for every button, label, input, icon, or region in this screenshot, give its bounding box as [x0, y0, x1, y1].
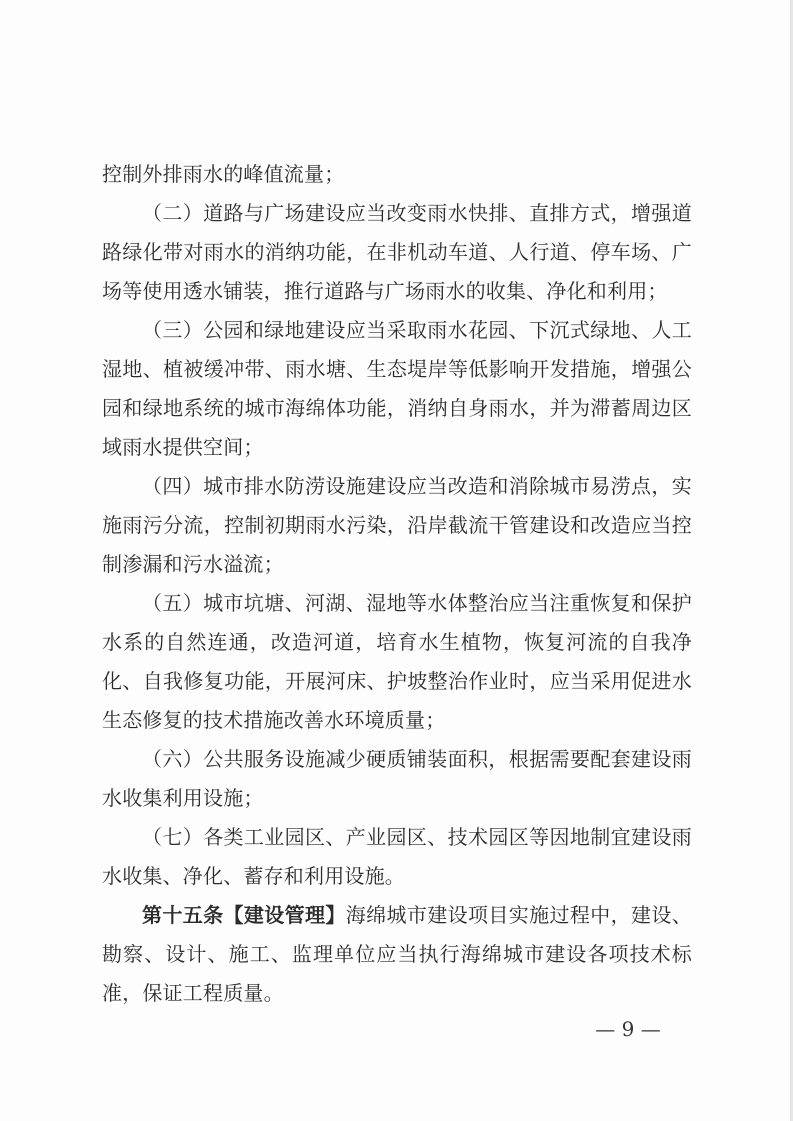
article-15	[102, 896, 692, 1013]
paragraph-continuation: 控制外排雨水的峰值流量；	[102, 162, 345, 186]
paragraph-item-6: （六）公共服务设施减少硬质铺装面积，根据需要配套建设雨水收集利用设施；	[102, 747, 692, 810]
body-text	[102, 155, 692, 1013]
paragraph-item-3: （三）公园和绿地建设应当采取雨水花园、下沉式绿地、人工湿地、植被缓冲带、雨水塘、生态堤岸等低影响开发措施，增强公园和绿地系统的城市海绵体功能，消纳自身雨水，并为滞蓄周边区域雨水提供空间；	[102, 318, 692, 459]
paragraph-item-5: （五）城市坑塘、河湖、湿地等水体整治应当注重恢复和保护水系的自然连通，改造河道，培育水生植物，恢复河流的自我净化、自我修复功能，开展河床、护坡整治作业时，应当采用促进水生态修复的技术措施改善水环境质量；	[102, 591, 692, 732]
page-number: — 9 —	[595, 1017, 661, 1041]
article-number: 第十五条	[142, 903, 224, 927]
paragraph-item-4: （四）城市排水防涝设施建设应当改造和消除城市易涝点，实施雨污分流，控制初期雨水污染，沿岸截流干管建设和改造应当控制渗漏和污水溢流；	[102, 474, 692, 576]
paragraph-item-2: （二）道路与广场建设应当改变雨水快排、直排方式，增强道路绿化带对雨水的消纳功能，在非机动车道、人行道、停车场、广场等使用透水铺装，推行道路与广场雨水的收集、净化和利用；	[102, 201, 692, 303]
paragraph-item-7: （七）各类工业园区、产业园区、技术园区等因地制宜建设雨水收集、净化、蓄存和利用设施。	[102, 825, 692, 888]
article-text: 海绵城市建设项目实施过程中，建设、勘察、设计、施工、监理单位应当执行海绵城市建设各项技术标准，保证工程质量。	[102, 903, 692, 1005]
article-heading: 【建设管理】	[223, 903, 346, 927]
